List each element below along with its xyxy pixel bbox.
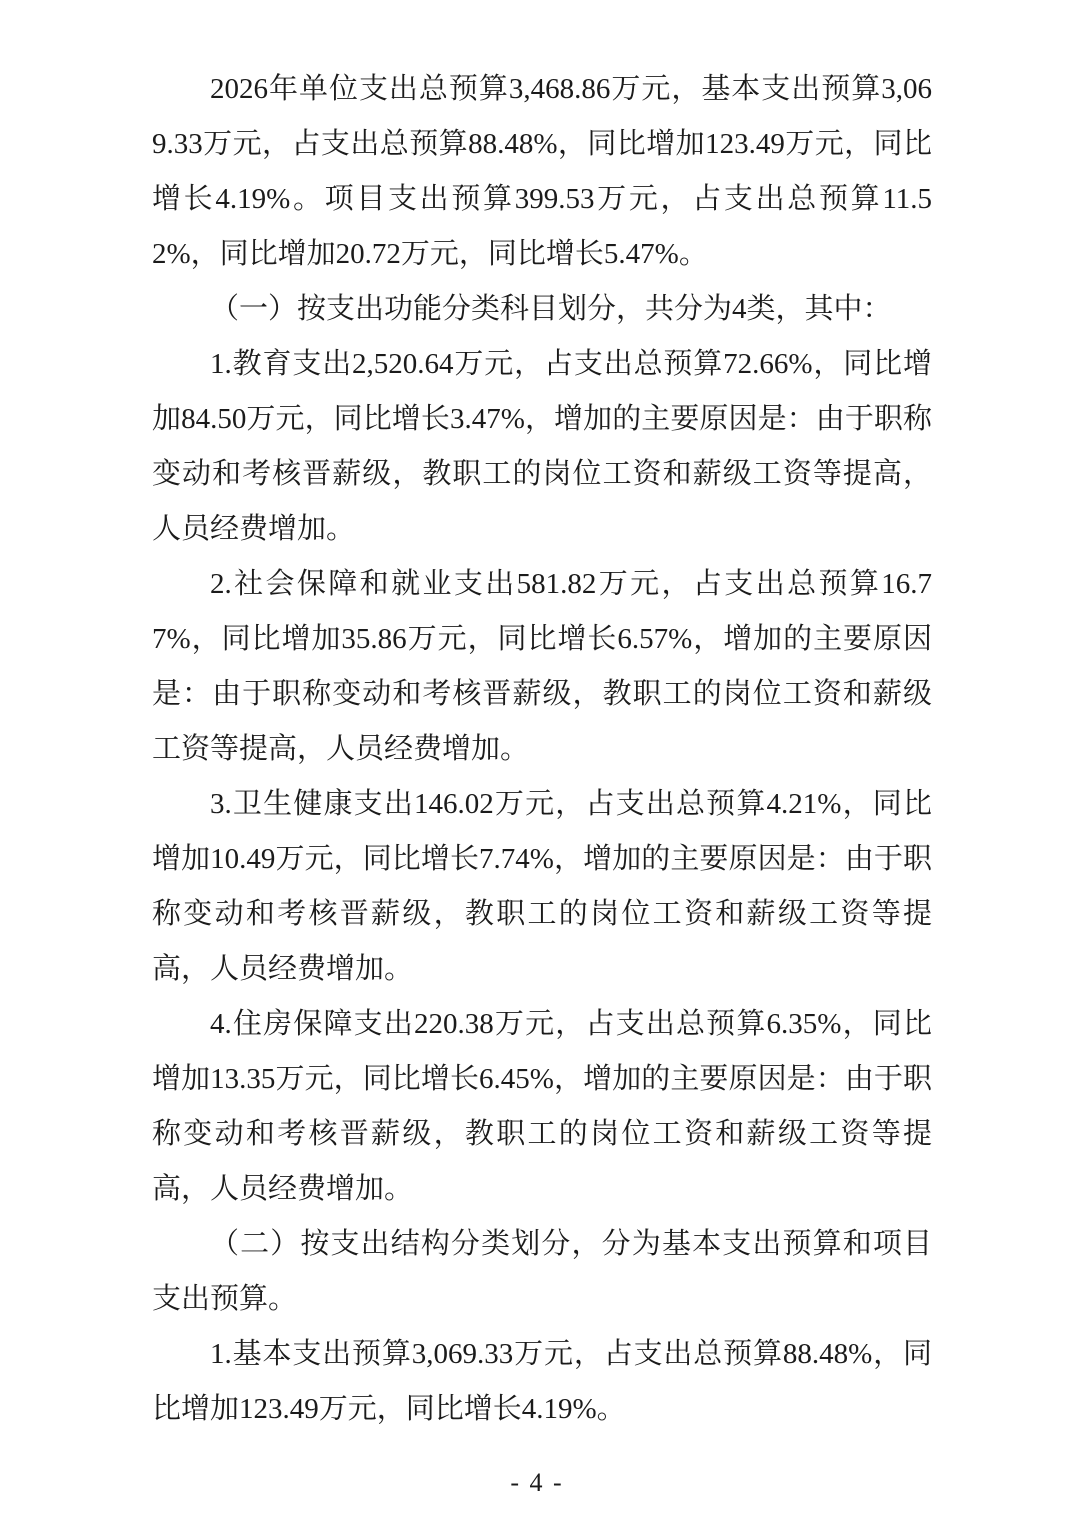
paragraph-item-4-housing-security-expenditure: 4.住房保障支出220.38万元，占支出总预算6.35%，同比增加13.35万元，同比增长6.45%，增加的主要原因是：由于职称变动和考核晋薪级，教职工的岗位工资和薪级工资等提高，人员经费增加。 bbox=[152, 1008, 932, 1205]
paragraph-item-1-education-expenditure: 1.教育支出2,520.64万元，占支出总预算72.66%，同比增加84.50万元，同比增长3.47%，增加的主要原因是：由于职称变动和考核晋薪级，教职工的岗位工资和薪级工资等提高，人员经费增加。 bbox=[152, 348, 932, 545]
page-body-text bbox=[152, 62, 932, 1437]
paragraph-section-one-heading: （一）按支出功能分类科目划分，共分为4类，其中： bbox=[210, 293, 892, 325]
paragraph-basic-expenditure-budget: 1.基本支出预算3,069.33万元，占支出总预算88.48%，同比增加123.49万元，同比增长4.19%。 bbox=[152, 1338, 932, 1425]
paragraph-item-2-social-security-employment-expenditure: 2.社会保障和就业支出581.82万元，占支出总预算16.77%，同比增加35.86万元，同比增长6.57%，增加的主要原因是：由于职称变动和考核晋薪级，教职工的岗位工资和薪级工资等提高，人员经费增加。 bbox=[152, 568, 932, 765]
paragraph-section-two-heading: （二）按支出结构分类划分，分为基本支出预算和项目支出预算。 bbox=[152, 1228, 932, 1315]
paragraph-item-3-health-expenditure: 3.卫生健康支出146.02万元，占支出总预算4.21%，同比增加10.49万元，同比增长7.74%，增加的主要原因是：由于职称变动和考核晋薪级，教职工的岗位工资和薪级工资等提高，人员经费增加。 bbox=[152, 788, 932, 985]
paragraph-total-expenditure-summary: 2026年单位支出总预算3,468.86万元，基本支出预算3,069.33万元，占支出总预算88.48%，同比增加123.49万元，同比增长4.19%。项目支出预算399.53万元，占支出总预算11.52%，同比增加20.72万元，同比增长5.47%。 bbox=[152, 73, 932, 270]
page-number: - 4 - bbox=[510, 1468, 564, 1497]
